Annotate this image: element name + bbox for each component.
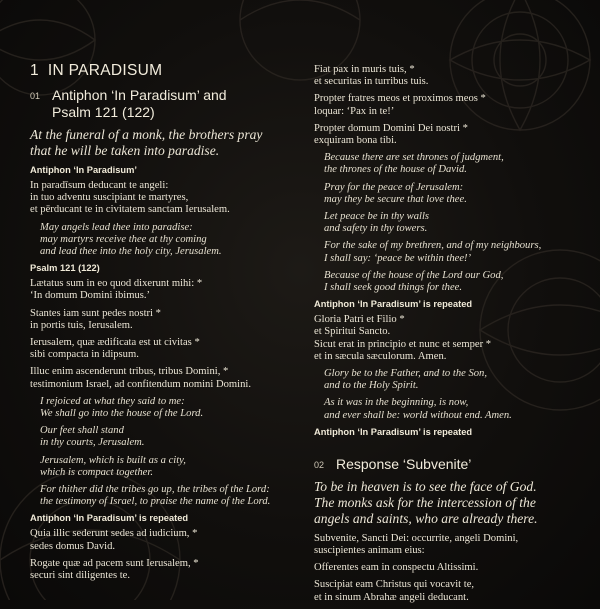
latin-line: et in sinum Abrahæ angeli deducant. [314,591,469,603]
latin-line: Rogate quæ ad pacem sunt Ierusalem, * [30,557,199,569]
english-line: Our feet shall stand [40,425,124,437]
latin-stanza [30,366,292,390]
latin-line: testimonium Israel, ad confitendum nomini Domini. [30,378,251,390]
repeat-label: Antiphon ‘In Paradisum’ is repeated [314,426,473,437]
latin-line: Propter domum Domini Dei nostri * [314,122,468,134]
english-line: I shall seek good things for thee. [324,282,462,294]
english-line: Because there are set thrones of judgment, [324,152,504,164]
latin-line: Lætatus sum in eo quod dixerunt mihi: * [30,278,203,290]
latin-stanza [30,278,292,302]
intro-line: that he will be taken into paradise. [30,143,220,158]
latin-stanza [314,93,572,117]
english-line: Let peace be in thy walls [324,211,430,223]
latin-line: exquiram bona tibi. [314,135,397,147]
latin-line: securi sint diligentes te. [30,570,131,582]
track-title-line: Psalm 121 (122) [52,104,155,120]
latin-line: Illuc enim ascenderunt tribus, tribus Domini, * [30,366,229,378]
english-line: For thither did the tribes go up, the tribes of the Lord: [40,484,270,496]
section-number: 1 [30,62,39,79]
right-column [314,64,572,609]
english-stanza [40,484,292,508]
track-title [52,87,227,121]
track-title-line: Antiphon ‘In Paradisum’ and [52,87,227,103]
latin-line: In paradīsum deducant te angeli: [30,180,169,191]
english-stanza [40,425,292,449]
latin-line: Subvenite, Sancti Dei: occurrite, angeli Domini, [314,532,519,544]
english-line: may martyrs receive thee at thy coming [40,233,207,245]
latin-line: Gloria Patri et Filio * [314,314,405,326]
intro-text [30,127,292,159]
english-stanza [324,240,572,264]
latin-stanza [314,533,572,557]
english-stanza [324,368,572,392]
repeat-label: Antiphon ‘In Paradisum’ is repeated [30,513,189,524]
latin-stanza [314,314,572,363]
track-02-heading [314,456,572,473]
latin-stanza [30,180,292,217]
english-line: Pray for the peace of Jerusalem: [324,181,464,193]
latin-stanza [314,64,572,88]
english-line: and ever shall be: world without end. Amen. [324,409,512,421]
latin-line: Stantes iam sunt pedes nostri * [30,307,161,319]
english-line: may they be secure that love thee. [324,193,467,205]
english-line: Jerusalem, which is built as a city, [40,454,186,466]
english-line: As it was in the beginning, is now, [324,397,469,409]
repeat-label: Antiphon ‘In Paradisum’ is repeated [314,299,473,310]
track-01-heading [30,87,292,121]
latin-line: sibi compacta in idipsum. [30,349,139,361]
intro-line: angels and saints, who are already there. [314,510,538,526]
latin-line: Sicut erat in principio et nunc et semper * [314,338,492,350]
latin-stanza [30,558,292,582]
latin-line: Fiat pax in muris tuis, * [314,64,415,75]
latin-line: loquar: ‘Pax in te!’ [314,105,395,117]
english-line: and lead thee into the holy city, Jerusalem. [40,246,222,258]
latin-line: et Spiritui Sancto. [314,326,391,338]
antiphon-label: Antiphon ‘In Paradisum’ [30,165,137,175]
english-stanza [324,152,572,176]
latin-line: sedes domus David. [30,540,116,552]
section-heading [30,62,292,80]
intro-text [314,479,572,527]
latin-line: ‘In domum Domini ibimus.’ [30,290,151,302]
english-line: in thy courts, Jerusalem. [40,437,145,449]
psalm-label: Psalm 121 (122) [30,263,100,274]
latin-stanza [314,562,572,574]
intro-line: At the funeral of a monk, the brothers pray [30,127,263,142]
section-title: IN PARADISUM [47,62,163,79]
english-line: Because of the house of the Lord our God, [324,269,504,281]
english-stanza [324,211,572,235]
latin-line: Ierusalem, quæ ædificata est ut civitas * [30,337,200,349]
english-line: I rejoiced at what they said to me: [40,395,185,407]
english-line: May angels lead thee into paradise: [40,221,193,233]
track-number: 02 [314,459,325,470]
latin-line: Propter fratres meos et proximos meos * [314,93,486,105]
intro-line: The monks ask for the intercession of the [314,494,536,510]
latin-line: in portis tuis, Ierusalem. [30,319,133,331]
english-line: I shall say: ‘peace be within thee!’ [324,252,472,264]
english-stanza [324,270,572,294]
latin-line: Quia illic sederunt sedes ad iudicium, * [30,528,198,540]
latin-line: suscipientes animam eius: [314,545,425,557]
latin-stanza [30,528,292,552]
left-column [30,62,292,587]
english-stanza [40,222,292,259]
track-title: Response ‘Subvenite’ [336,455,472,472]
english-stanza [324,397,572,421]
latin-line: in tuo adventu suscipiant te martyres, [30,192,189,204]
latin-line: et pērducant te in civitatem sanctam Ierusalem. [30,204,230,216]
latin-line: Offerentes eam in conspectu Altissimi. [314,562,479,574]
intro-line: To be in heaven is to see the face of God. [314,478,537,494]
latin-stanza [30,337,292,361]
english-line: For the sake of my brethren, and of my neighbours, [324,240,542,252]
track-number: 01 [30,91,41,101]
english-line: and safety in thy towers. [324,223,428,235]
english-stanza [324,182,572,206]
english-line: the thrones of the house of David. [324,164,467,176]
latin-line: Suscipiat eam Christus qui vocavit te, [314,579,475,591]
latin-stanza [30,308,292,332]
english-stanza [40,455,292,479]
english-line: We shall go into the house of the Lord. [40,408,204,420]
english-line: which is compact together. [40,466,153,478]
english-line: the testimony of Israel, to praise the name of the Lord. [40,496,271,508]
latin-line: et in sæcula sæculorum. Amen. [314,350,447,362]
english-line: Glory be to the Father, and to the Son, [324,368,488,380]
latin-stanza [314,123,572,147]
english-stanza [40,396,292,420]
latin-line: et securitas in turribus tuis. [314,76,429,88]
latin-stanza [314,579,572,603]
english-line: and to the Holy Spirit. [324,380,419,392]
